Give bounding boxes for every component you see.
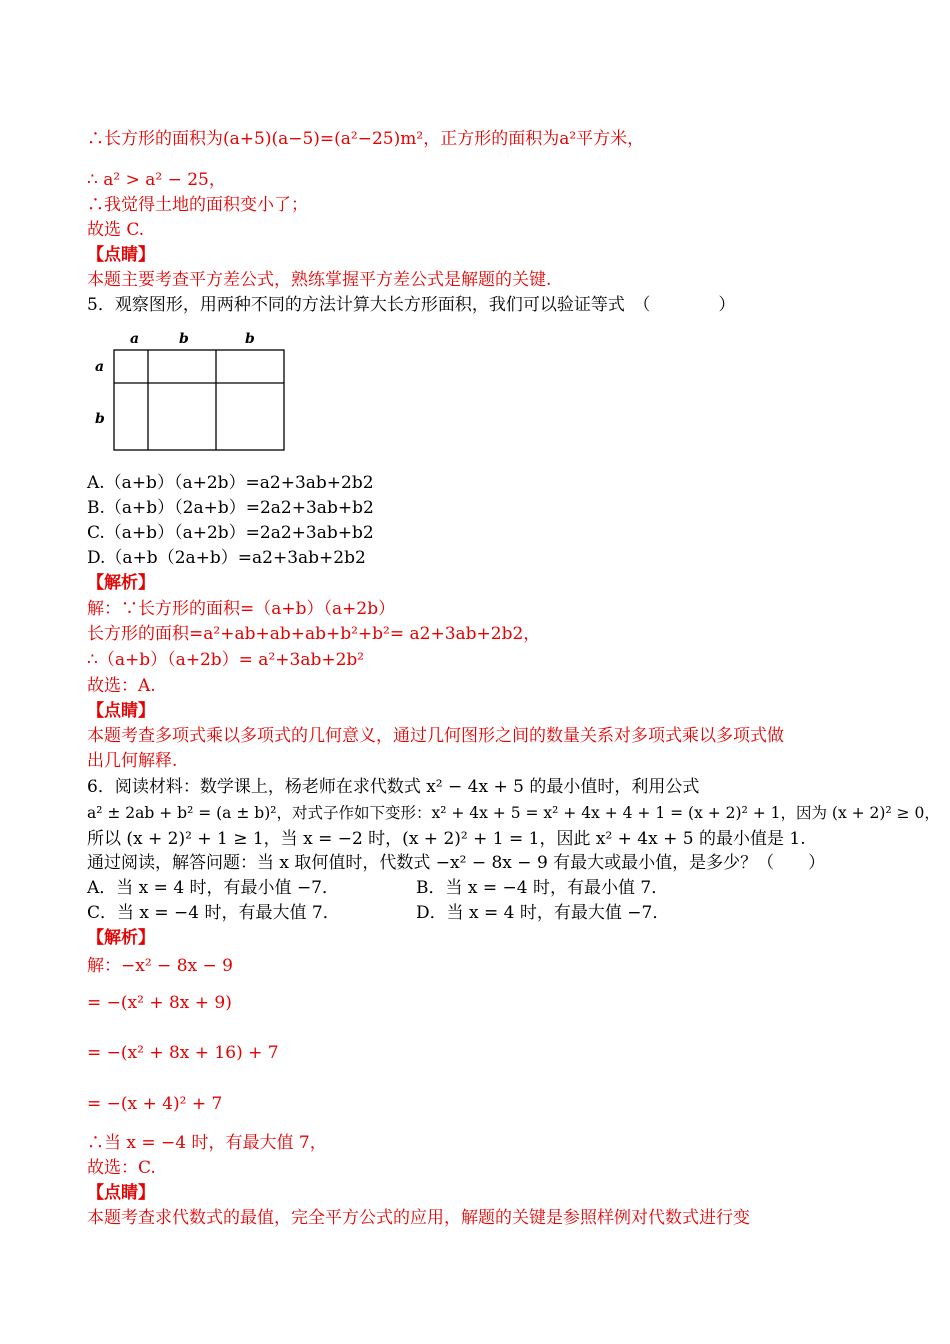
- q5-note-2: 出几何解释.: [87, 751, 178, 771]
- q5-solution-3: ∴（a+b）（a+2b）= a²+3ab+2b²: [87, 650, 365, 670]
- q6-option-d: D．当 x = 4 时，有最大值 −7．: [416, 903, 670, 923]
- q6-solution-3: = −(x² + 8x + 16) + 7: [87, 1043, 279, 1063]
- q6-dianjing-tag: 【点睛】: [87, 1183, 155, 1203]
- q5-solution-4: 故选：A.: [87, 676, 156, 696]
- fig-top-label-b2: b: [245, 331, 255, 347]
- fig-outer-rect: [114, 350, 284, 450]
- q6-solution-4: = −(x + 4)² + 7: [87, 1094, 223, 1114]
- q6-option-b: B．当 x = −4 时，有最小值 7．: [416, 878, 669, 898]
- q5-option-d: D.（a+b（2a+b）=a2+3ab+2b2: [87, 548, 366, 568]
- q6-jiexi-tag: 【解析】: [87, 928, 155, 948]
- q6-note-1: 本题考查求代数式的最值，完全平方公式的应用，解题的关键是参照样例对代数式进行变: [87, 1208, 750, 1228]
- q6-stem-1: 6．阅读材料：数学课上，杨老师在求代数式 x² − 4x + 5 的最小值时，利用公式: [87, 777, 700, 797]
- q5-solution-2: 长方形的面积=a²+ab+ab+ab+b²+b²= a2+3ab+2b2，: [87, 624, 541, 644]
- q5-figure: [87, 326, 297, 456]
- q5-option-a: A.（a+b）（a+2b）=a2+3ab+2b2: [87, 473, 374, 493]
- top-line-1: ∴长方形的面积为(a+5)(a−5)=(a²−25)m²，正方形的面积为a²平方米，: [87, 129, 645, 149]
- fig-side-label-b: b: [95, 411, 105, 427]
- q6-solution-2: = −(x² + 8x + 9): [87, 993, 232, 1013]
- q5-stem: 5．观察图形，用两种不同的方法计算大长方形面积，我们可以验证等式 （ ）: [87, 295, 736, 315]
- q5-jiexi-tag: 【解析】: [87, 573, 155, 593]
- fig-top-label-a: a: [130, 331, 140, 347]
- q6-stem-4: 通过阅读，解答问题：当 x 取何值时，代数式 −x² − 8x − 9 有最大或最小值，是多少？（ ）: [87, 853, 826, 873]
- q5-dianjing-tag: 【点睛】: [87, 701, 155, 721]
- top-line-4: 故选 C.: [87, 220, 145, 240]
- q6-stem-3: 所以 (x + 2)² + 1 ≥ 1，当 x = −2 时，(x + 2)² + 1 = 1，因此 x² + 4x + 5 的最小值是 1.: [87, 829, 806, 849]
- top-line-5: 本题主要考查平方差公式，熟练掌握平方差公式是解题的关键.: [87, 270, 552, 290]
- q6-solution-5: ∴当 x = −4 时，有最大值 7，: [87, 1133, 327, 1153]
- q5-solution-1: 解：∵长方形的面积=（a+b）（a+2b）: [87, 599, 396, 619]
- top-dianjing-tag: 【点睛】: [87, 245, 155, 265]
- q6-stem-2: a² ± 2ab + b² = (a ± b)²，对式子作如下变形：x² + 4x + 5 = x² + 4x + 4 + 1 = (x + 2)² + 1，因为 (x + 2)² ≥ 0，: [87, 804, 940, 822]
- q5-note-1: 本题考查多项式乘以多项式的几何意义，通过几何图形之间的数量关系对多项式乘以多项式做: [87, 726, 784, 746]
- q6-solution-1: 解：−x² − 8x − 9: [87, 956, 233, 976]
- q6-option-c: C．当 x = −4 时，有最大值 7．: [87, 903, 340, 923]
- top-line-3: ∴我觉得土地的面积变小了；: [87, 195, 308, 215]
- q5-option-c: C.（a+b）（a+2b）=2a2+3ab+b2: [87, 523, 374, 543]
- q6-option-a: A．当 x = 4 时，有最小值 −7．: [87, 878, 340, 898]
- fig-top-label-b1: b: [179, 331, 189, 347]
- q5-option-b: B.（a+b）（2a+b）=2a2+3ab+b2: [87, 498, 374, 518]
- top-line-2: ∴ a² > a² − 25，: [87, 170, 226, 190]
- q6-solution-6: 故选：C.: [87, 1158, 156, 1178]
- fig-side-label-a: a: [95, 359, 105, 375]
